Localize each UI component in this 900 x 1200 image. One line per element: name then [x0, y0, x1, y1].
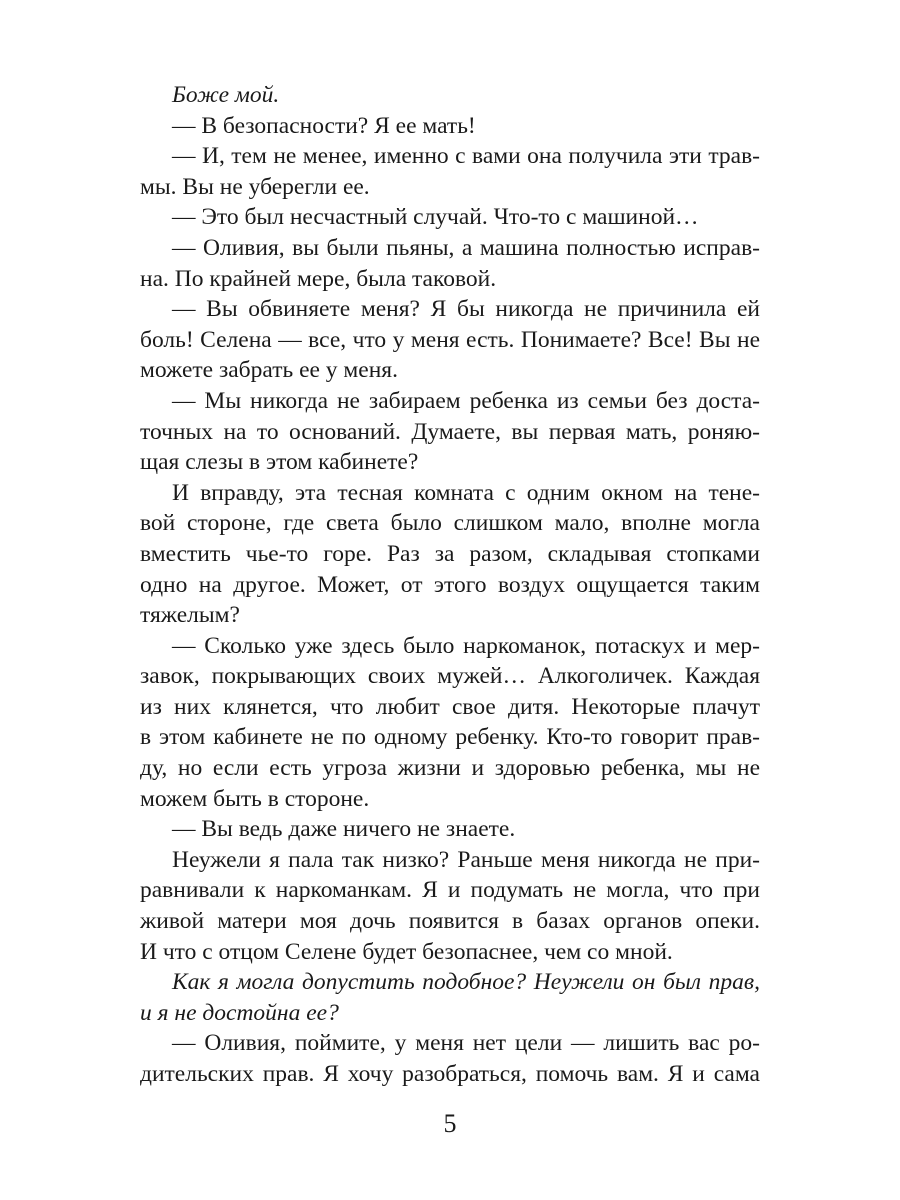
- text-line: вой стороне, где света было слишком мало, вполне могла: [140, 510, 760, 537]
- text-line: — Это был несчастный случай. Что-то с машиной…: [172, 204, 699, 231]
- text-line: И вправду, эта тесная комната с одним окном на тене-: [172, 479, 760, 506]
- text-line: ду, но если есть угроза жизни и здоровью ребенка, мы не: [140, 755, 760, 782]
- text-line: живой матери моя дочь появится в базах органов опеки.: [140, 908, 760, 935]
- text-line: боль! Селена — все, что у меня есть. Понимаете? Все! Вы не: [140, 326, 760, 353]
- text-line: на. По крайней мере, была таковой.: [140, 265, 497, 292]
- text-line: — И, тем не менее, именно с вами она получила эти трав-: [172, 143, 760, 170]
- text-line: точных на то оснований. Думаете, вы первая мать, роняю-: [140, 418, 760, 445]
- text-line: — Мы никогда не забираем ребенка из семьи без доста-: [172, 387, 760, 414]
- text-line: вместить чье-то горе. Раз за разом, складывая стопками: [140, 540, 760, 567]
- text-line: — В безопасности? Я ее мать!: [172, 112, 476, 139]
- text-line: и я не достойна ее?: [140, 999, 339, 1026]
- text-line: Боже мой.: [172, 82, 280, 108]
- text-line: — Сколько уже здесь было наркоманок, потаскух и мер-: [172, 632, 760, 659]
- text-line: в этом кабинете не по одному ребенку. Кто-то говорит прав-: [140, 724, 760, 751]
- text-line: — Вы ведь даже ничего не знаете.: [172, 816, 516, 843]
- text-line: дительских прав. Я хочу разобраться, помочь вам. Я и сама: [140, 1061, 760, 1087]
- text-line: завок, покрывающих своих мужей… Алкоголичек. Каждая: [140, 663, 760, 690]
- text-line: тяжелым?: [140, 602, 240, 629]
- text-line: — Оливия, вы были пьяны, а машина полностью исправ-: [172, 234, 760, 261]
- text-line: из них клянется, что любит свое дитя. Некоторые плачут: [140, 693, 760, 720]
- text-line: Как я могла допустить подобное? Неужели он был прав,: [172, 969, 760, 996]
- page-number: 5: [443, 1109, 457, 1138]
- text-line: можете забрать ее у меня.: [140, 357, 398, 384]
- text-line: мы. Вы не уберегли ее.: [140, 173, 370, 200]
- text-line: можем быть в стороне.: [140, 785, 370, 812]
- text-line: щая слезы в этом кабинете?: [140, 449, 419, 476]
- text-line: равнивали к наркоманкам. Я и подумать не могла, что при: [140, 877, 760, 904]
- text-line: И что с отцом Селене будет безопаснее, чем со мной.: [140, 938, 673, 965]
- text-line: — Вы обвиняете меня? Я бы никогда не причинила ей: [172, 296, 760, 323]
- text-line: одно на другое. Может, от этого воздух ощущается таким: [140, 571, 760, 598]
- text-line: — Оливия, поймите, у меня нет цели — лишить вас ро-: [172, 1030, 760, 1057]
- page-body-text: [140, 80, 760, 1090]
- text-line: Неужели я пала так низко? Раньше меня никогда не при-: [172, 846, 760, 873]
